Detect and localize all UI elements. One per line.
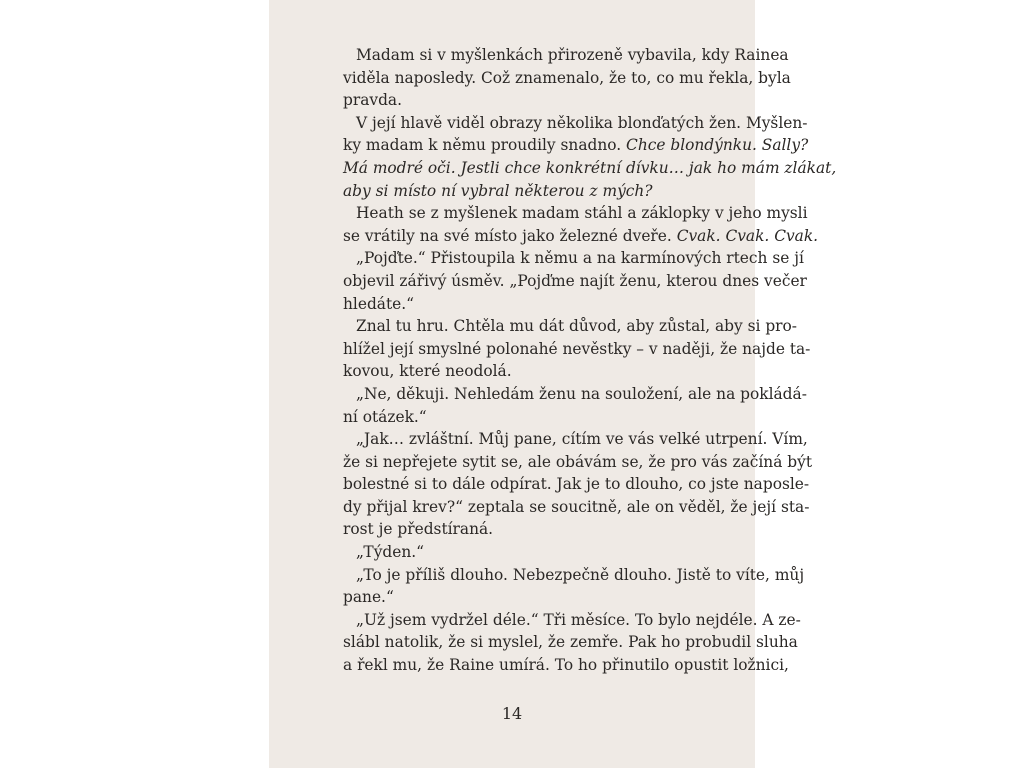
text-line: „Už jsem vydržel déle.“ Tři měsíce. To bylo nejdéle. A ze- (356, 610, 801, 629)
text-line: aby si místo ní vybral některou z mých? (343, 181, 653, 200)
text-line: hledáte.“ (343, 294, 415, 313)
text-line: a řekl mu, že Raine umírá. To ho přinutilo opustit ložnici, (343, 656, 789, 675)
text-line (343, 225, 819, 248)
text-line: „Jak… zvláštní. Můj pane, cítím ve vás velké utrpení. Vím, (356, 430, 808, 449)
text-line: kovou, které neodolá. (343, 362, 512, 381)
text-line: viděla naposledy. Což znamenalo, že to, co mu řekla, byla (343, 68, 791, 87)
text-line: Madam si v myšlenkách přirozeně vybavila, kdy Rainea (356, 46, 789, 64)
text-line: že si nepřejete sytit se, ale obávám se, že pro vás začíná být (343, 452, 813, 471)
text-line: „Týden.“ (356, 543, 425, 562)
body-text (343, 44, 837, 677)
italic-text: Chce blondýnku. Sally? (626, 136, 809, 155)
text-line: „To je příliš dlouho. Nebezpečně dlouho. Jistě to víte, můj (356, 565, 805, 584)
text-line: ní otázek.“ (343, 407, 427, 426)
book-page (269, 0, 837, 768)
text-line: bolestné si to dále odpírat. Jak je to dlouho, co jste naposle- (343, 475, 810, 494)
text-line: „Pojďte.“ Přistoupila k němu a na karmínových rtech se jí (356, 249, 804, 268)
text-line: dy přijal krev?“ zeptala se soucitně, ale on věděl, že její sta- (343, 497, 810, 516)
page-number: 14 (501, 704, 523, 723)
text-line: pravda. (343, 91, 402, 110)
text-line: V její hlavě viděl obrazy několika blonďatých žen. Myšlen- (356, 113, 808, 132)
text-line: rost je předstíraná. (343, 520, 494, 539)
text-line: Má modré oči. Jestli chce konkrétní dívku… jak ho mám zlákat, (343, 158, 837, 177)
text-line: Znal tu hru. Chtěla mu dát důvod, aby zůstal, aby si pro- (356, 317, 797, 336)
text-segment: ky madam k němu proudily snadno. (343, 136, 627, 155)
italic-text: Cvak. Cvak. Cvak. (676, 226, 819, 245)
text-line (343, 134, 809, 157)
text-line: „Ne, děkuji. Nehledám ženu na souložení, ale na pokládá- (356, 384, 807, 403)
text-line: hlížel její smyslné polonahé nevěstky – v naději, že najde ta- (343, 339, 811, 358)
text-line: pane.“ (343, 588, 394, 607)
text-segment: se vrátily na své místo jako železné dveře. (343, 226, 677, 245)
text-line: objevil zářivý úsměv. „Pojďme najít ženu, kterou dnes večer (343, 271, 807, 290)
text-line: Heath se z myšlenek madam stáhl a záklopky v jeho mysli (356, 204, 808, 223)
text-line: slábl natolik, že si myslel, že zemře. Pak ho probudil sluha (343, 633, 798, 652)
